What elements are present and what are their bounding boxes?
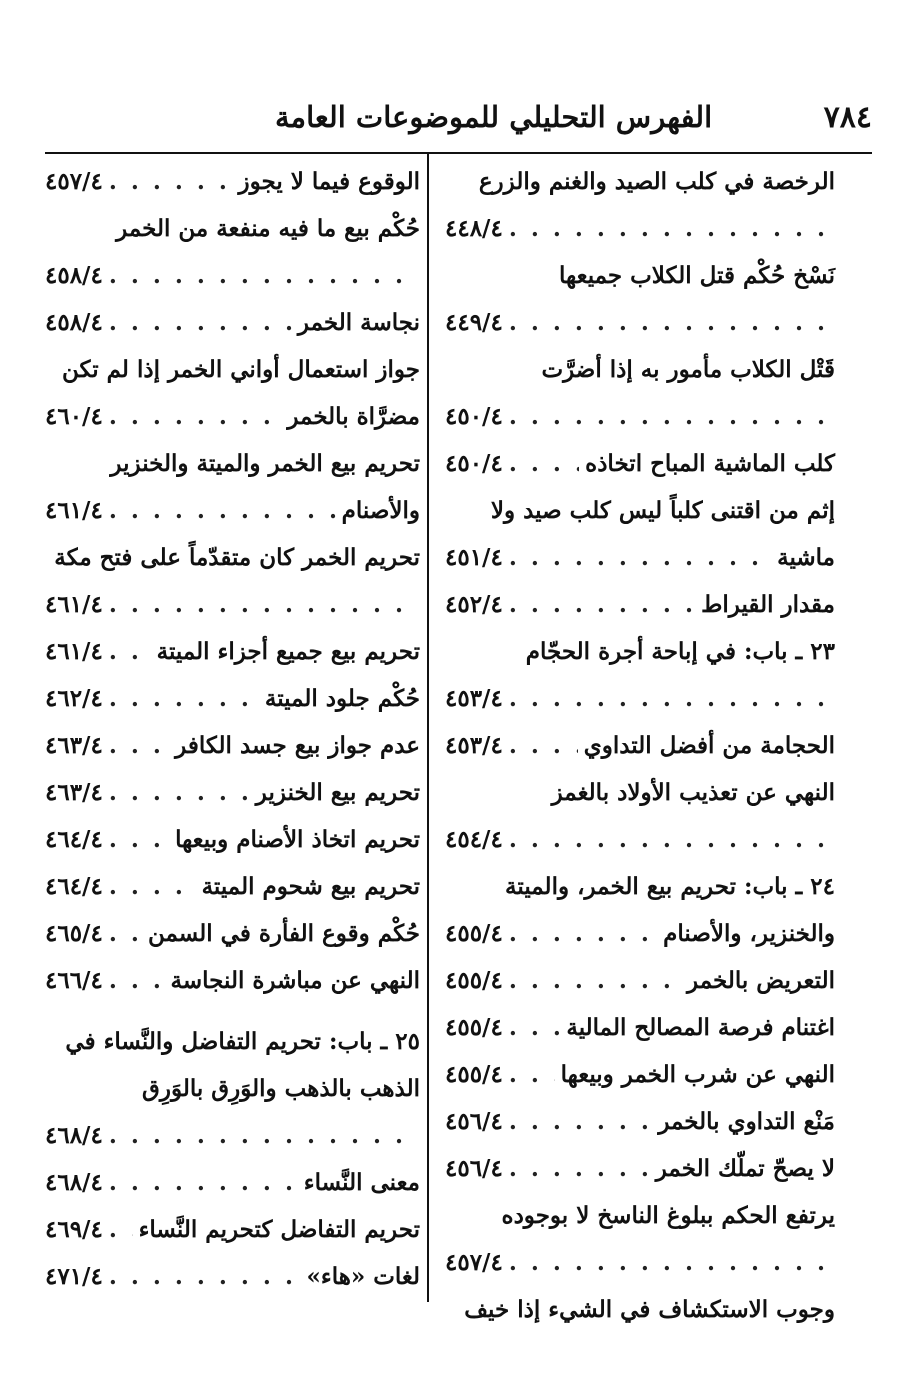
index-entry	[445, 722, 835, 769]
index-entry	[445, 205, 835, 252]
index-entry	[445, 1239, 835, 1286]
dot-leader	[509, 816, 829, 863]
entry-page-ref: ٤٦٠/٤	[45, 403, 103, 430]
entry-page-ref: ٤٥٥/٤	[445, 920, 503, 947]
entry-text: تحريم الخمر كان متقدّماً على فتح مكة	[54, 544, 420, 571]
running-title: الفهرس التحليلي للموضوعات العامة	[275, 100, 713, 134]
index-entry	[45, 581, 420, 628]
entry-text: نَسْخ حُكْم قتل الكلاب جميعها	[558, 262, 835, 289]
index-entry	[445, 1098, 835, 1145]
entry-text: ٢٥ ـ باب: تحريم التفاضل والنَّساء في	[65, 1028, 420, 1055]
entry-text: ماشية	[777, 544, 835, 571]
index-entry	[445, 769, 835, 816]
dot-leader	[109, 1253, 301, 1300]
index-entry	[45, 1159, 420, 1206]
page-header	[45, 92, 872, 154]
entry-page-ref: ٤٦٣/٤	[45, 779, 103, 806]
dot-leader	[109, 816, 169, 863]
dot-leader	[509, 722, 578, 769]
right-column	[445, 158, 835, 1333]
entry-page-ref: ٤٥٥/٤	[445, 967, 503, 994]
page-number: ٧٨٤	[823, 100, 872, 135]
dot-leader	[109, 957, 165, 1004]
index-entry	[445, 910, 835, 957]
dot-leader	[109, 675, 259, 722]
entry-text: تحريم بيع شحوم الميتة	[201, 873, 420, 900]
entry-text: حُكْم وقوع الفأرة في السمن	[147, 920, 420, 947]
entry-text: جواز استعمال أواني الخمر إذا لم تكن	[62, 356, 420, 383]
dot-leader	[509, 1098, 652, 1145]
column-divider	[427, 152, 429, 1302]
index-entry	[445, 1004, 835, 1051]
index-entry	[45, 1253, 420, 1300]
entry-text: حُكْم بيع ما فيه منفعة من الخمر	[116, 215, 420, 242]
entry-text: الرخصة في كلب الصيد والغنم والزرع	[478, 168, 835, 195]
index-entry	[45, 910, 420, 957]
dot-leader	[109, 863, 196, 910]
entry-page-ref: ٤٥٣/٤	[445, 732, 503, 759]
entry-page-ref: ٤٥٠/٤	[445, 450, 503, 477]
entry-page-ref: ٤٤٩/٤	[445, 309, 503, 336]
dot-leader	[509, 1051, 555, 1098]
dot-leader	[509, 299, 829, 346]
dot-leader	[109, 1112, 414, 1159]
dot-leader	[509, 957, 681, 1004]
entry-page-ref: ٤٧١/٤	[45, 1263, 103, 1290]
entry-page-ref: ٤٥٥/٤	[445, 1061, 503, 1088]
index-entry	[445, 1051, 835, 1098]
index-entry	[45, 1065, 420, 1112]
entry-text: لا يصحّ تملّك الخمر	[655, 1155, 835, 1182]
index-entry	[45, 769, 420, 816]
index-entry	[445, 346, 835, 393]
index-entry	[445, 1286, 835, 1333]
entry-page-ref: ٤٦١/٤	[45, 497, 103, 524]
entry-page-ref: ٤٦٤/٤	[45, 873, 103, 900]
dot-leader	[109, 299, 292, 346]
index-entry	[45, 957, 420, 1004]
entry-page-ref: ٤٦١/٤	[45, 591, 103, 618]
index-entry	[445, 1192, 835, 1239]
index-entry	[45, 628, 420, 675]
entry-text: الذهب بالذهب والوَرِق بالوَرِق	[142, 1075, 420, 1102]
entry-page-ref: ٤٥٠/٤	[445, 403, 503, 430]
entry-text: ٢٣ ـ باب: في إباحة أجرة الحجّام	[525, 638, 835, 665]
entry-page-ref: ٤٥٤/٤	[445, 826, 503, 853]
entry-text: التعريض بالخمر	[687, 967, 835, 994]
index-entry	[445, 863, 835, 910]
entry-page-ref: ٤٥٨/٤	[45, 309, 103, 336]
entry-text: كلب الماشية المباح اتخاذه	[585, 450, 835, 477]
dot-leader	[509, 440, 579, 487]
dot-leader	[109, 910, 142, 957]
index-entry	[445, 675, 835, 722]
dot-leader	[109, 722, 169, 769]
entry-text: قَتْل الكلاب مأمور به إذا أضرَّت	[541, 356, 835, 383]
index-entry	[45, 534, 420, 581]
dot-leader	[109, 628, 151, 675]
index-entry	[45, 722, 420, 769]
index-entry	[45, 252, 420, 299]
entry-text: الحجامة من أفضل التداوي	[583, 732, 835, 759]
entry-text: مَنْع التداوي بالخمر	[658, 1108, 835, 1135]
entry-text: اغتنام فرصة المصالح المالية	[566, 1014, 835, 1041]
entry-page-ref: ٤٤٨/٤	[445, 215, 503, 242]
entry-text: مضرَّاة بالخمر	[287, 403, 420, 430]
entry-text: ٢٤ ـ باب: تحريم بيع الخمر، والميتة	[505, 873, 835, 900]
dot-leader	[109, 252, 414, 299]
entry-page-ref: ٤٦٨/٤	[45, 1122, 103, 1149]
entry-text: معنى النَّساء	[303, 1169, 420, 1196]
index-entry	[445, 957, 835, 1004]
index-entry	[445, 158, 835, 205]
entry-text: إثم من اقتنى كلباً ليس كلب صيد ولا	[490, 497, 835, 524]
entry-page-ref: ٤٦١/٤	[45, 638, 103, 665]
dot-leader	[509, 393, 829, 440]
dot-leader	[109, 769, 250, 816]
entry-page-ref: ٤٦٩/٤	[45, 1216, 103, 1243]
entry-page-ref: ٤٥٧/٤	[445, 1249, 503, 1276]
dot-leader	[509, 675, 829, 722]
left-column	[45, 158, 420, 1300]
dot-leader	[509, 910, 657, 957]
dot-leader	[109, 487, 336, 534]
entry-page-ref: ٤٥٦/٤	[445, 1155, 503, 1182]
dot-leader	[509, 1004, 561, 1051]
entry-text: الوقوع فيما لا يجوز	[238, 168, 420, 195]
entry-text: مقدار القيراط	[701, 591, 835, 618]
index-entry	[45, 1206, 420, 1253]
index-entry	[45, 675, 420, 722]
entry-page-ref: ٤٥٣/٤	[445, 685, 503, 712]
entry-text: تحريم بيع جميع أجزاء الميتة	[156, 638, 420, 665]
index-entry	[445, 816, 835, 863]
entry-page-ref: ٤٥٢/٤	[445, 591, 503, 618]
dot-leader	[109, 1159, 298, 1206]
entry-page-ref: ٤٥٧/٤	[45, 168, 103, 195]
index-entry	[445, 393, 835, 440]
entry-text: تحريم التفاضل كتحريم النَّساء	[138, 1216, 420, 1243]
entry-text: تحريم بيع الخنزير	[255, 779, 420, 806]
index-entry	[45, 1112, 420, 1159]
entry-text: النهي عن مباشرة النجاسة	[170, 967, 420, 994]
index-entry	[45, 158, 420, 205]
index-entry	[45, 863, 420, 910]
entry-page-ref: ٤٦٤/٤	[45, 826, 103, 853]
dot-leader	[509, 1145, 650, 1192]
entry-page-ref: ٤٥٦/٤	[445, 1108, 503, 1135]
entry-text: تحريم اتخاذ الأصنام وبيعها	[175, 826, 420, 853]
dot-leader	[509, 1239, 829, 1286]
index-entry	[445, 487, 835, 534]
entry-text: يرتفع الحكم ببلوغ الناسخ لا بوجوده	[501, 1202, 835, 1229]
dot-leader	[509, 205, 829, 252]
index-entry	[45, 205, 420, 252]
entry-text: والأصنام	[341, 497, 420, 524]
entry-page-ref: ٤٦٣/٤	[45, 732, 103, 759]
entry-page-ref: ٤٦٨/٤	[45, 1169, 103, 1196]
index-entry	[445, 628, 835, 675]
index-entry	[45, 393, 420, 440]
entry-page-ref: ٤٥٥/٤	[445, 1014, 503, 1041]
dot-leader	[509, 534, 771, 581]
index-entry	[45, 1018, 420, 1065]
index-entry	[445, 252, 835, 299]
index-entry	[45, 487, 420, 534]
entry-text: وجوب الاستكشاف في الشيء إذا خيف	[464, 1296, 835, 1323]
index-entry	[445, 440, 835, 487]
entry-page-ref: ٤٦٦/٤	[45, 967, 103, 994]
entry-page-ref: ٤٦٢/٤	[45, 685, 103, 712]
entry-text: النهي عن شرب الخمر وبيعها	[560, 1061, 835, 1088]
dot-leader	[109, 581, 414, 628]
index-entry	[445, 534, 835, 581]
index-entry	[45, 346, 420, 393]
index-entry	[45, 299, 420, 346]
dot-leader	[509, 581, 695, 628]
dot-leader	[109, 393, 282, 440]
index-entry	[445, 299, 835, 346]
entry-text: حُكْم جلود الميتة	[264, 685, 420, 712]
dot-leader	[109, 1206, 133, 1253]
entry-text: النهي عن تعذيب الأولاد بالغمز	[551, 779, 835, 806]
entry-text: نجاسة الخمر	[297, 309, 420, 336]
entry-page-ref: ٤٥٨/٤	[45, 262, 103, 289]
index-entry	[45, 816, 420, 863]
index-entry	[45, 440, 420, 487]
entry-page-ref: ٤٦٥/٤	[45, 920, 103, 947]
entry-text: لغات «هاء»	[306, 1263, 420, 1290]
dot-leader	[109, 158, 233, 205]
entry-text: تحريم بيع الخمر والميتة والخنزير	[110, 450, 420, 477]
entry-text: عدم جواز بيع جسد الكافر	[175, 732, 420, 759]
entry-page-ref: ٤٥١/٤	[445, 544, 503, 571]
entry-text: والخنزير، والأصنام	[663, 920, 835, 947]
index-entry	[445, 581, 835, 628]
index-entry	[445, 1145, 835, 1192]
